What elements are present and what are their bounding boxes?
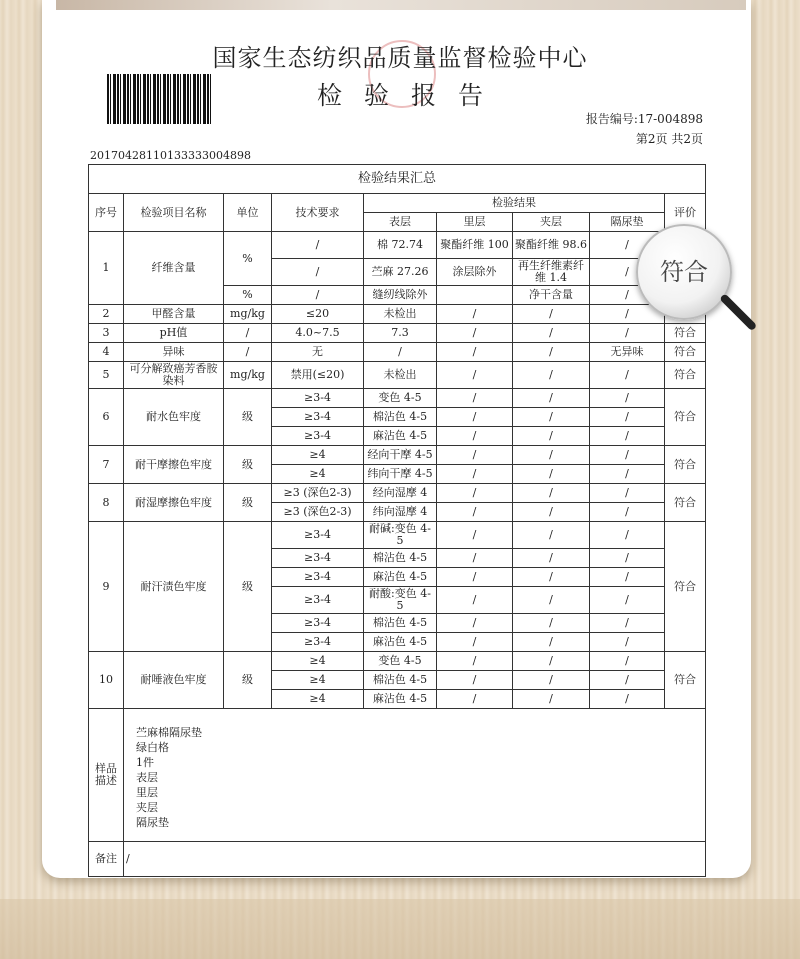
cell-pad: / bbox=[590, 484, 665, 503]
cell-middle: / bbox=[513, 362, 590, 389]
cell-middle: / bbox=[513, 690, 590, 709]
cell-item: pH值 bbox=[124, 324, 224, 343]
cell-pad: / bbox=[590, 408, 665, 427]
report-subtitle: 检验报告 bbox=[316, 81, 505, 110]
page-number: 第2页 共2页 bbox=[635, 132, 703, 146]
cell-rating: 符合 bbox=[665, 484, 706, 522]
cell-req: / bbox=[272, 286, 364, 305]
photo-strip bbox=[56, 0, 746, 10]
cell-inner: / bbox=[437, 587, 513, 614]
cell-inner: / bbox=[437, 343, 513, 362]
cell-pad: / bbox=[590, 427, 665, 446]
cell-pad: / bbox=[590, 522, 665, 549]
cell-middle: / bbox=[513, 522, 590, 549]
cell-pad: 无异味 bbox=[590, 343, 665, 362]
cell-req: ≥3 (深色2-3) bbox=[272, 503, 364, 522]
table-row bbox=[89, 652, 706, 671]
header-results: 检验结果 bbox=[364, 194, 665, 213]
header-rating: 评价 bbox=[665, 194, 706, 232]
cell-pad: / bbox=[590, 389, 665, 408]
cell-item: 耐唾液色牢度 bbox=[124, 652, 224, 709]
cell-req: ≥3-4 bbox=[272, 389, 364, 408]
results-table bbox=[88, 164, 706, 877]
cell-req: / bbox=[272, 232, 364, 259]
cell-pad: / bbox=[590, 549, 665, 568]
cell-req: ≥4 bbox=[272, 446, 364, 465]
cell-rating: 符合 bbox=[665, 362, 706, 389]
cell-surface: 纬向干摩 4-5 bbox=[364, 465, 437, 484]
cell-rating: 符合 bbox=[665, 389, 706, 446]
cell-middle: / bbox=[513, 568, 590, 587]
cell-item: 耐水色牢度 bbox=[124, 389, 224, 446]
cell-middle: 再生纤维素纤维 1.4 bbox=[513, 259, 590, 286]
header-inner: 里层 bbox=[437, 213, 513, 232]
cell-req: ≤20 bbox=[272, 305, 364, 324]
cell-pad: / bbox=[590, 633, 665, 652]
cell-req: ≥3-4 bbox=[272, 568, 364, 587]
table-row bbox=[89, 324, 706, 343]
cell-inner: / bbox=[437, 633, 513, 652]
cell-surface: 棉沾色 4-5 bbox=[364, 549, 437, 568]
cell-inner: / bbox=[437, 522, 513, 549]
cell-surface: 苎麻 27.26 bbox=[364, 259, 437, 286]
table-row bbox=[89, 389, 706, 408]
cell-surface: 经向湿摩 4 bbox=[364, 484, 437, 503]
cell-pad: / bbox=[590, 587, 665, 614]
cell-pad: / bbox=[590, 465, 665, 484]
serial-number: 20170428110133333004898 bbox=[90, 149, 251, 162]
cell-seq: 2 bbox=[89, 305, 124, 324]
cell-seq: 6 bbox=[89, 389, 124, 446]
cell-rating: 符合 bbox=[665, 324, 706, 343]
cell-unit: 级 bbox=[224, 522, 272, 652]
cell-surface: 棉沾色 4-5 bbox=[364, 614, 437, 633]
cell-surface: 7.3 bbox=[364, 324, 437, 343]
cell-pad: / bbox=[590, 446, 665, 465]
cell-item: 纤维含量 bbox=[124, 232, 224, 305]
cell-item: 耐干摩擦色牢度 bbox=[124, 446, 224, 484]
cell-middle: / bbox=[513, 465, 590, 484]
cell-req: ≥3-4 bbox=[272, 587, 364, 614]
cell-unit: 级 bbox=[224, 446, 272, 484]
cell-middle: / bbox=[513, 633, 590, 652]
header-item: 检验项目名称 bbox=[124, 194, 224, 232]
cell-seq: 5 bbox=[89, 362, 124, 389]
cell-unit: % bbox=[224, 232, 272, 286]
cell-pad: / bbox=[590, 305, 665, 324]
cell-middle: / bbox=[513, 446, 590, 465]
cell-middle: / bbox=[513, 408, 590, 427]
cell-unit: mg/kg bbox=[224, 362, 272, 389]
cell-middle: / bbox=[513, 324, 590, 343]
cell-pad: / bbox=[590, 614, 665, 633]
cell-pad: / bbox=[590, 568, 665, 587]
cell-inner: / bbox=[437, 568, 513, 587]
cell-inner: / bbox=[437, 549, 513, 568]
table-row bbox=[89, 232, 706, 259]
sample-line: 隔尿垫 bbox=[136, 816, 169, 829]
sample-line: 苎麻棉隔尿垫 bbox=[136, 726, 202, 739]
table-row bbox=[89, 522, 706, 549]
cell-unit: / bbox=[224, 324, 272, 343]
cell-pad: / bbox=[590, 259, 665, 286]
cell-req: ≥3-4 bbox=[272, 633, 364, 652]
header-req: 技术要求 bbox=[272, 194, 364, 232]
cell-req: ≥4 bbox=[272, 690, 364, 709]
cell-req: 无 bbox=[272, 343, 364, 362]
cell-surface: 耐酸:变色 4-5 bbox=[364, 587, 437, 614]
cell-inner: / bbox=[437, 652, 513, 671]
sample-line: 里层 bbox=[136, 786, 158, 799]
cell-item: 异味 bbox=[124, 343, 224, 362]
cell-req: ≥4 bbox=[272, 671, 364, 690]
cell-middle: / bbox=[513, 389, 590, 408]
sample-row bbox=[89, 709, 706, 842]
cell-pad: / bbox=[590, 324, 665, 343]
cell-surface: 未检出 bbox=[364, 305, 437, 324]
magnifier-text: 符合 bbox=[660, 258, 708, 286]
cell-inner: / bbox=[437, 614, 513, 633]
cell-rating: 符合 bbox=[665, 522, 706, 652]
cell-unit: 级 bbox=[224, 389, 272, 446]
table-row bbox=[89, 446, 706, 465]
cell-surface: 耐碱:变色 4-5 bbox=[364, 522, 437, 549]
cell-middle: 聚酯纤维 98.6 bbox=[513, 232, 590, 259]
cell-item: 甲醛含量 bbox=[124, 305, 224, 324]
cell-req: 4.0~7.5 bbox=[272, 324, 364, 343]
cell-inner: / bbox=[437, 408, 513, 427]
cell-req: ≥3-4 bbox=[272, 522, 364, 549]
header-pad: 隔尿垫 bbox=[590, 213, 665, 232]
cell-surface: 麻沾色 4-5 bbox=[364, 690, 437, 709]
cell-req: ≥4 bbox=[272, 465, 364, 484]
cell-seq: 1 bbox=[89, 232, 124, 305]
cell-middle: / bbox=[513, 652, 590, 671]
cell-inner: / bbox=[437, 389, 513, 408]
cell-surface: 经向干摩 4-5 bbox=[364, 446, 437, 465]
cell-middle: / bbox=[513, 427, 590, 446]
cell-surface: 麻沾色 4-5 bbox=[364, 427, 437, 446]
cell-rating: 符合 bbox=[665, 652, 706, 709]
cell-middle: / bbox=[513, 503, 590, 522]
sample-line: 绿白格 bbox=[136, 741, 169, 754]
cell-rating: 符合 bbox=[665, 446, 706, 484]
cell-surface: 变色 4-5 bbox=[364, 652, 437, 671]
cell-item: 耐湿摩擦色牢度 bbox=[124, 484, 224, 522]
cell-req: 禁用(≤20) bbox=[272, 362, 364, 389]
cell-pad: / bbox=[590, 671, 665, 690]
remark-value: / bbox=[124, 842, 706, 877]
cell-middle: / bbox=[513, 484, 590, 503]
header-unit: 单位 bbox=[224, 194, 272, 232]
cell-inner bbox=[437, 286, 513, 305]
sample-label: 样品描述 bbox=[89, 709, 124, 842]
cell-seq: 9 bbox=[89, 522, 124, 652]
cell-unit: mg/kg bbox=[224, 305, 272, 324]
cell-unit: % bbox=[224, 286, 272, 305]
cell-inner: / bbox=[437, 484, 513, 503]
cell-unit: / bbox=[224, 343, 272, 362]
cell-seq: 8 bbox=[89, 484, 124, 522]
cell-middle: 净干含量 bbox=[513, 286, 590, 305]
cell-req: ≥3-4 bbox=[272, 408, 364, 427]
cell-item: 可分解致癌芳香胺染料 bbox=[124, 362, 224, 389]
cell-surface: 棉沾色 4-5 bbox=[364, 408, 437, 427]
cell-inner: 涂层除外 bbox=[437, 259, 513, 286]
table-row bbox=[89, 484, 706, 503]
cell-surface: 麻沾色 4-5 bbox=[364, 568, 437, 587]
cell-inner: / bbox=[437, 324, 513, 343]
remark-label: 备注 bbox=[89, 842, 124, 877]
cell-pad: / bbox=[590, 286, 665, 305]
sample-line: 1件 bbox=[136, 756, 154, 769]
wood-shelf bbox=[0, 899, 800, 959]
header-middle: 夹层 bbox=[513, 213, 590, 232]
cell-middle: / bbox=[513, 343, 590, 362]
cell-seq: 10 bbox=[89, 652, 124, 709]
cell-middle: / bbox=[513, 305, 590, 324]
cell-inner: 聚酯纤维 100 bbox=[437, 232, 513, 259]
cell-middle: / bbox=[513, 549, 590, 568]
barcode bbox=[107, 74, 212, 124]
cell-inner: / bbox=[437, 446, 513, 465]
cell-surface: / bbox=[364, 343, 437, 362]
cell-unit: 级 bbox=[224, 484, 272, 522]
cell-inner: / bbox=[437, 671, 513, 690]
report-title: 国家生态纺织品质量监督检验中心 bbox=[212, 44, 588, 72]
cell-seq: 4 bbox=[89, 343, 124, 362]
cell-inner: / bbox=[437, 503, 513, 522]
cell-middle: / bbox=[513, 614, 590, 633]
cell-seq: 7 bbox=[89, 446, 124, 484]
sample-description bbox=[124, 709, 706, 842]
cell-inner: / bbox=[437, 305, 513, 324]
cell-req: ≥3-4 bbox=[272, 549, 364, 568]
cell-middle: / bbox=[513, 671, 590, 690]
table-row bbox=[89, 343, 706, 362]
cell-surface: 缝纫线除外 bbox=[364, 286, 437, 305]
sample-line: 夹层 bbox=[136, 801, 158, 814]
cell-inner: / bbox=[437, 362, 513, 389]
cell-req: ≥3-4 bbox=[272, 427, 364, 446]
cell-surface: 未检出 bbox=[364, 362, 437, 389]
cell-item: 耐汗渍色牢度 bbox=[124, 522, 224, 652]
cell-inner: / bbox=[437, 690, 513, 709]
cell-inner: / bbox=[437, 427, 513, 446]
cell-surface: 麻沾色 4-5 bbox=[364, 633, 437, 652]
header-surface: 表层 bbox=[364, 213, 437, 232]
cell-req: ≥4 bbox=[272, 652, 364, 671]
magnifier-icon bbox=[636, 224, 732, 320]
cell-middle: / bbox=[513, 587, 590, 614]
sample-line: 表层 bbox=[136, 771, 158, 784]
table-row bbox=[89, 362, 706, 389]
cell-surface: 变色 4-5 bbox=[364, 389, 437, 408]
remark-row bbox=[89, 842, 706, 877]
cell-rating: 符合 bbox=[665, 343, 706, 362]
cell-surface: 纬向湿摩 4 bbox=[364, 503, 437, 522]
report-number: 报告编号:17-004898 bbox=[585, 112, 703, 126]
cell-pad: / bbox=[590, 690, 665, 709]
cell-pad: / bbox=[590, 232, 665, 259]
cell-req: ≥3 (深色2-3) bbox=[272, 484, 364, 503]
cell-pad: / bbox=[590, 362, 665, 389]
cell-req: / bbox=[272, 259, 364, 286]
cell-surface: 棉沾色 4-5 bbox=[364, 671, 437, 690]
cell-pad: / bbox=[590, 503, 665, 522]
cell-surface: 棉 72.74 bbox=[364, 232, 437, 259]
cell-inner: / bbox=[437, 465, 513, 484]
cell-unit: 级 bbox=[224, 652, 272, 709]
header-seq: 序号 bbox=[89, 194, 124, 232]
cell-req: ≥3-4 bbox=[272, 614, 364, 633]
cell-pad: / bbox=[590, 652, 665, 671]
cell-seq: 3 bbox=[89, 324, 124, 343]
table-caption: 检验结果汇总 bbox=[89, 165, 706, 194]
table-row bbox=[89, 305, 706, 324]
